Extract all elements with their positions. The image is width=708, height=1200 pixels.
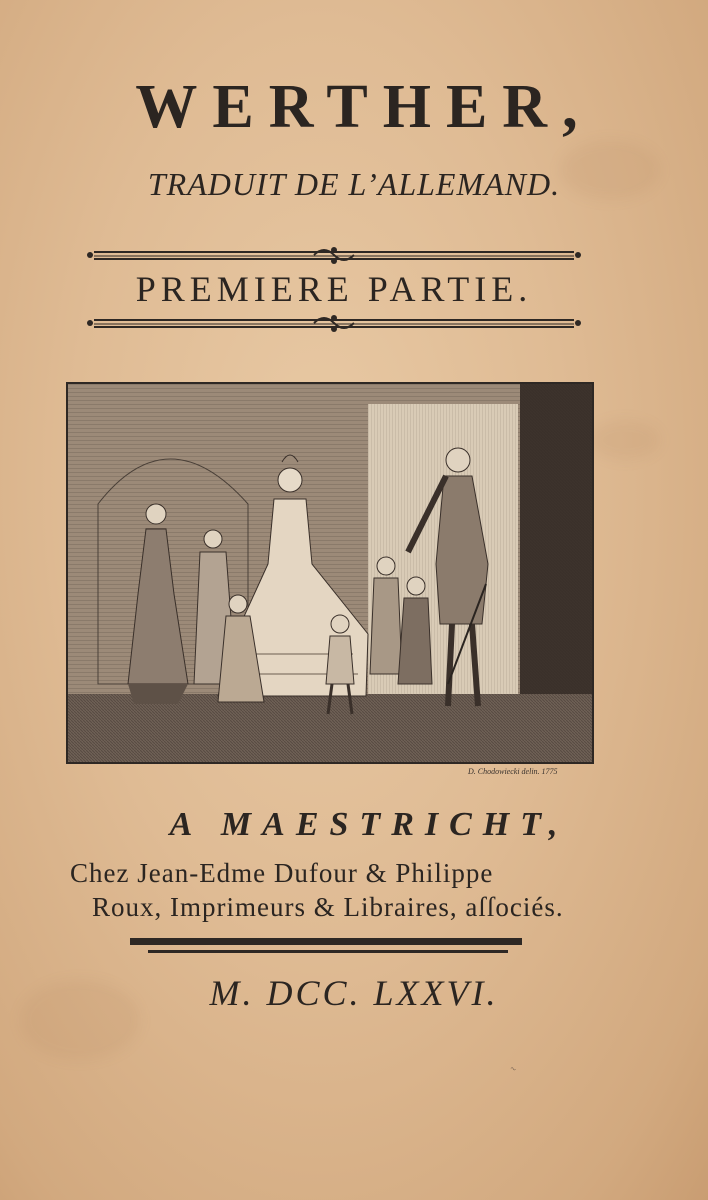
rule-thin xyxy=(148,950,508,953)
ink-mark: ~ xyxy=(507,1063,518,1076)
imprint-city: A MAESTRICHT, xyxy=(169,806,569,843)
engraver-signature: D. Chodowiecki delin. 1775 xyxy=(468,767,558,776)
ornamental-rule-top xyxy=(84,244,584,266)
publication-date: M. DCC. LXXVI. xyxy=(209,973,499,1013)
engraving-scene xyxy=(68,384,592,762)
imprint-printer-line-1: Chez Jean-Edme Dufour & Philippe xyxy=(70,858,494,888)
engraving-plate xyxy=(66,382,594,764)
imprint-printer-line-2: Roux, Imprimeurs & Libraires, aſſociés. xyxy=(92,892,564,922)
paper-stain xyxy=(590,420,660,460)
book-subtitle: TRADUIT DE L’ALLEMAND. xyxy=(147,166,561,202)
rule-thick xyxy=(130,938,522,945)
book-title: WERTHER, xyxy=(135,73,593,141)
part-heading: PREMIERE PARTIE. xyxy=(135,269,533,309)
ornamental-rule-bottom xyxy=(84,312,584,334)
